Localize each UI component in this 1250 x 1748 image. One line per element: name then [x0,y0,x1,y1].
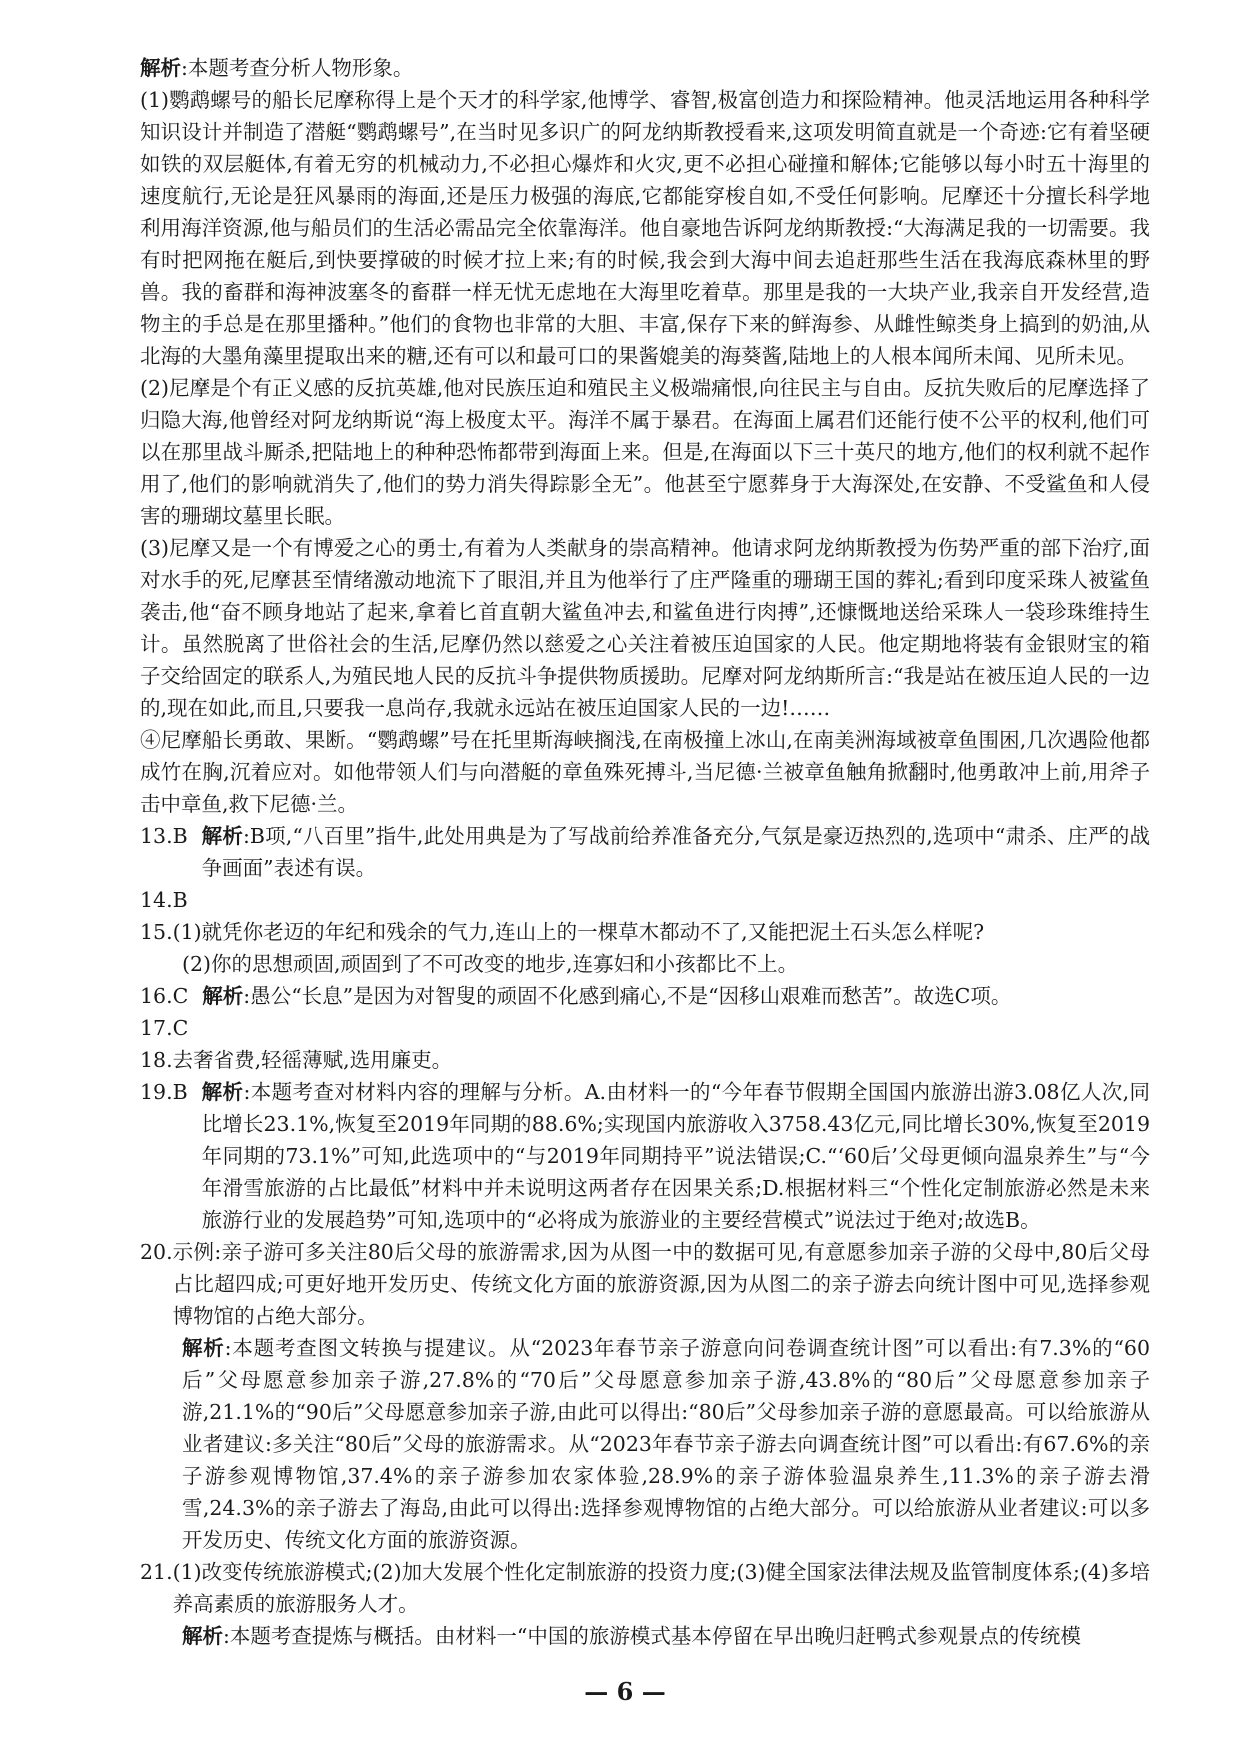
analysis-label: 解析 [202,984,244,1008]
question-13-answer: 13.B [140,824,188,848]
question-13-analysis [188,820,1150,884]
question-20-answer: 示例:亲子游可多关注80后父母的旅游需求,因为从图一中的数据可见,有意愿参加亲子游的父母中,80后父母占比超四成;可更好地开发历史、传统文化方面的旅游资源,因为从图二的亲子游去向统计图中可见,选择参观博物馆的占绝大部分。 [172,1240,1150,1328]
question-19-answer: 19.B [140,1080,188,1104]
question-15 [140,916,1150,948]
answer-content [140,52,1150,1652]
question-21-answer: (1)改变传统旅游模式;(2)加大发展个性化定制旅游的投资力度;(3)健全国家法律法规及监管制度体系;(4)多培养高素质的旅游服务人才。 [172,1560,1150,1616]
question-14-answer: 14.B [140,888,188,912]
analysis-label: 解析 [182,1336,225,1360]
question-21 [140,1556,1150,1620]
page-number: — 6 — [584,1677,666,1706]
question-21-number: 21. [140,1560,173,1584]
analysis-label: 解析 [182,1624,223,1648]
question-20-analysis [140,1332,1150,1556]
question-19 [140,1076,1150,1236]
question-20-number: 20. [140,1240,173,1264]
analysis-paragraph-2: (2)尼摩是个有正义感的反抗英雄,他对民族压迫和殖民主义极端痛恨,向往民主与自由。反抗失败后的尼摩选择了归隐大海,他曾经对阿龙纳斯说“海上极度太平。海洋不属于暴君。在海面上属君们还能行使不公平的权利,他们可以在那里战斗厮杀,把陆地上的种种恐怖都带到海面上来。但是,在海面以下三十英尺的地方,他们的权利就不起作用了,他们的影响就消失了,他们的势力消失得踪影全无”。他甚至宁愿葬身于大海深处,在安静、不受鲨鱼和人侵害的珊瑚坟墓里长眠。 [140,376,1150,528]
analysis-intro-text: :本题考查分析人物形象。 [181,56,414,80]
question-15-number: 15. [140,920,173,944]
question-16-text: :愚公“长息”是因为对智叟的顽固不化感到痛心,不是“因移山艰难而愁苦”。故选C项。 [243,984,1012,1008]
question-13 [140,820,1150,884]
question-20-analysis-text: :本题考查图文转换与提建议。从“2023年春节亲子游意向问卷调查统计图”可以看出:有7.3%的“60后”父母愿意参加亲子游,27.8%的“70后”父母愿意参加亲子游,43.8%的“80后”父母愿意参加亲子游,21.1%的“90后”父母愿意参加亲子游,由此可以得出:“80后”父母参加亲子游的意愿最高。可以给旅游从业者建议:多关注“80后”父母的旅游需求。从“2023年春节亲子游去向调查统计图”可以看出:有67.6%的亲子游参观博物馆,37.4%的亲子游参加农家体验,28.9%的亲子游体验温泉养生,11.3%的亲子游去滑雪,24.3%的亲子游去了海岛,由此可以得出:选择参观博物馆的占绝大部分。可以给旅游从业者建议:可以多开发历史、传统文化方面的旅游资源。 [182,1336,1151,1552]
question-15-part-2: (2)你的思想顽固,顽固到了不可改变的地步,连寡妇和小孩都比不上。 [182,952,799,976]
analysis-paragraph-3: (3)尼摩又是一个有博爱之心的勇士,有着为人类献身的崇高精神。他请求阿龙纳斯教授为伤势严重的部下治疗,面对水手的死,尼摩甚至情绪激动地流下了眼泪,并且为他举行了庄严隆重的珊瑚王国的葬礼;看到印度采珠人被鲨鱼袭击,他“奋不顾身地站了起来,拿着匕首直朝大鲨鱼冲去,和鲨鱼进行肉搏”,还慷慨地送给采珠人一袋珍珠维持生计。虽然脱离了世俗社会的生活,尼摩仍然以慈爱之心关注着被压迫国家的人民。他定期地将装有金银财宝的箱子交给固定的联系人,为殖民地人民的反抗斗争提供物质援助。尼摩对阿龙纳斯所言:“我是站在被压迫人民的一边的,现在如此,而且,只要我一息尚存,我就永远站在被压迫国家人民的一边!…… [140,536,1150,720]
question-17-answer: 17.C [140,1016,189,1040]
analysis-label: 解析 [201,1080,244,1104]
question-21-analysis [140,1620,1150,1652]
analysis-paragraph-1: (1)鹦鹉螺号的船长尼摩称得上是个天才的科学家,他博学、睿智,极富创造力和探险精神。他灵活地运用各种科学知识设计并制造了潜艇“鹦鹉螺号”,在当时见多识广的阿龙纳斯教授看来,这项发明简直就是一个奇迹:它有着坚硬如铁的双层艇体,有着无穷的机械动力,不必担心爆炸和火灾,更不必担心碰撞和解体;它能够以每小时五十海里的速度航行,无论是狂风暴雨的海面,还是压力极强的海底,它都能穿梭自如,不受任何影响。尼摩还十分擅长科学地利用海洋资源,他与船员们的生活必需品完全依靠海洋。他自豪地告诉阿龙纳斯教授:“大海满足我的一切需要。我有时把网拖在艇后,到快要撑破的时候才拉上来;有的时候,我会到大海中间去追赶那些生活在我海底森林里的野兽。我的畜群和海神波塞冬的畜群一样无忧无虑地在大海里吃着草。那里是我的一大块产业,我亲自开发经营,造物主的手总是在那里播种。”他们的食物也非常的大胆、丰富,保存下来的鲜海参、从雌性鲸类身上搞到的奶油,从北海的大墨角藻里提取出来的糖,还有可以和最可口的果酱媲美的海葵酱,陆地上的人根本闻所未闻、见所未见。 [140,88,1150,368]
question-19-analysis [188,1076,1150,1236]
analysis-paragraph-4: ④尼摩船长勇敢、果断。“鹦鹉螺”号在托里斯海峡搁浅,在南极撞上冰山,在南美洲海域被章鱼围困,几次遇险他都成竹在胸,沉着应对。如他带领人们与向潜艇的章鱼殊死搏斗,当尼德·兰被章鱼触角掀翻时,他勇敢冲上前,用斧子击中章鱼,救下尼德·兰。 [140,728,1150,816]
analysis-label: 解析 [140,56,181,80]
analysis-label: 解析 [201,824,243,848]
question-21-analysis-text: :本题考查提炼与概括。由材料一“中国的旅游模式基本停留在早出晚归赶鸭式参观景点的传统模 [223,1624,1081,1648]
question-13-text: :B项,“八百里”指牛,此处用典是为了写战前给养准备充分,气氛是豪迈热烈的,选项中“肃杀、庄严的战争画面”表述有误。 [201,824,1150,880]
question-18-answer: 18.去奢省费,轻徭薄赋,选用廉吏。 [140,1048,453,1072]
analysis-intro [140,52,1150,84]
question-16-analysis [188,980,1150,1012]
question-15-part-1: (1)就凭你老迈的年纪和残余的气力,连山上的一棵草木都动不了,又能把泥土石头怎么样呢? [172,920,985,944]
question-19-text: :本题考查对材料内容的理解与分析。A.由材料一的“今年春节假期全国国内旅游出游3.08亿人次,同比增长23.1%,恢复至2019年同期的88.6%;实现国内旅游收入3758.43亿元,同比增长30%,恢复至2019年同期的73.1%”可知,此选项中的“与2019年同期持平”说法错误;C.“‘60后’父母更倾向温泉养生”与“今年滑雪旅游的占比最低”材料中并未说明这两者存在因果关系;D.根据材料三“个性化定制旅游必然是未来旅游行业的发展趋势”可知,选项中的“必将成为旅游业的主要经营模式”说法过于绝对;故选B。 [201,1080,1151,1232]
question-20 [140,1236,1150,1332]
question-16 [140,980,1150,1012]
question-16-answer: 16.C [140,984,189,1008]
